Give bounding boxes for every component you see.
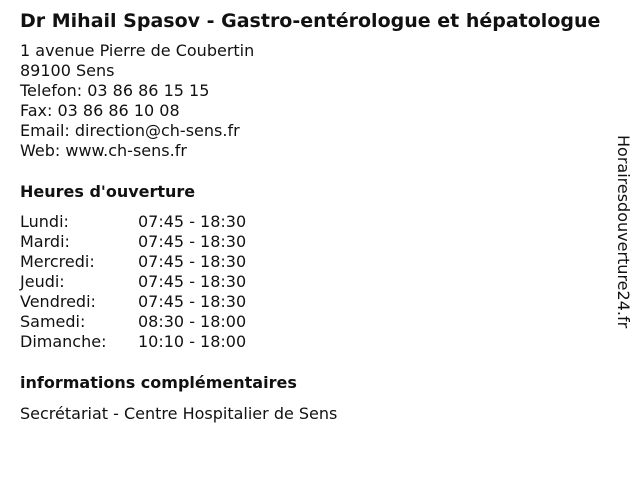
- time-range: 07:45 - 18:30: [138, 212, 247, 231]
- hours-row-monday: [20, 212, 610, 232]
- day-label: Mercredi:: [20, 252, 95, 271]
- site-watermark: Horairesdouverture24.fr: [614, 135, 633, 329]
- street-address: 1 avenue Pierre de Coubertin: [20, 41, 255, 60]
- email-address: Email: direction@ch-sens.fr: [20, 121, 240, 140]
- opening-hours-heading: Heures d'ouverture: [20, 182, 196, 201]
- day-label: Lundi:: [20, 212, 69, 231]
- hours-row-sunday: [20, 332, 610, 352]
- day-label: Mardi:: [20, 232, 70, 251]
- hours-row-friday: [20, 292, 610, 312]
- listing-card: [20, 10, 610, 424]
- day-label: Dimanche:: [20, 332, 107, 351]
- fax-number: Fax: 03 86 86 10 08: [20, 101, 180, 120]
- day-label: Jeudi:: [20, 272, 65, 291]
- day-label: Samedi:: [20, 312, 86, 331]
- hours-row-wednesday: [20, 252, 610, 272]
- additional-info-text: Secrétariat - Centre Hospitalier de Sens: [20, 404, 338, 423]
- address-block: [20, 41, 610, 161]
- hours-row-thursday: [20, 272, 610, 292]
- time-range: 07:45 - 18:30: [138, 252, 247, 271]
- hours-row-saturday: [20, 312, 610, 332]
- additional-info-heading: informations complémentaires: [20, 373, 297, 392]
- time-range: 07:45 - 18:30: [138, 272, 247, 291]
- time-range: 08:30 - 18:00: [138, 312, 247, 331]
- day-label: Vendredi:: [20, 292, 96, 311]
- time-range: 07:45 - 18:30: [138, 232, 247, 251]
- phone-number: Telefon: 03 86 86 15 15: [20, 81, 210, 100]
- hours-row-tuesday: [20, 232, 610, 252]
- opening-hours-table: [20, 212, 610, 352]
- time-range: 07:45 - 18:30: [138, 292, 247, 311]
- time-range: 10:10 - 18:00: [138, 332, 247, 351]
- page-title: Dr Mihail Spasov - Gastro-entérologue et hépatologue: [20, 10, 601, 32]
- city: 89100 Sens: [20, 61, 115, 80]
- website: Web: www.ch-sens.fr: [20, 141, 187, 160]
